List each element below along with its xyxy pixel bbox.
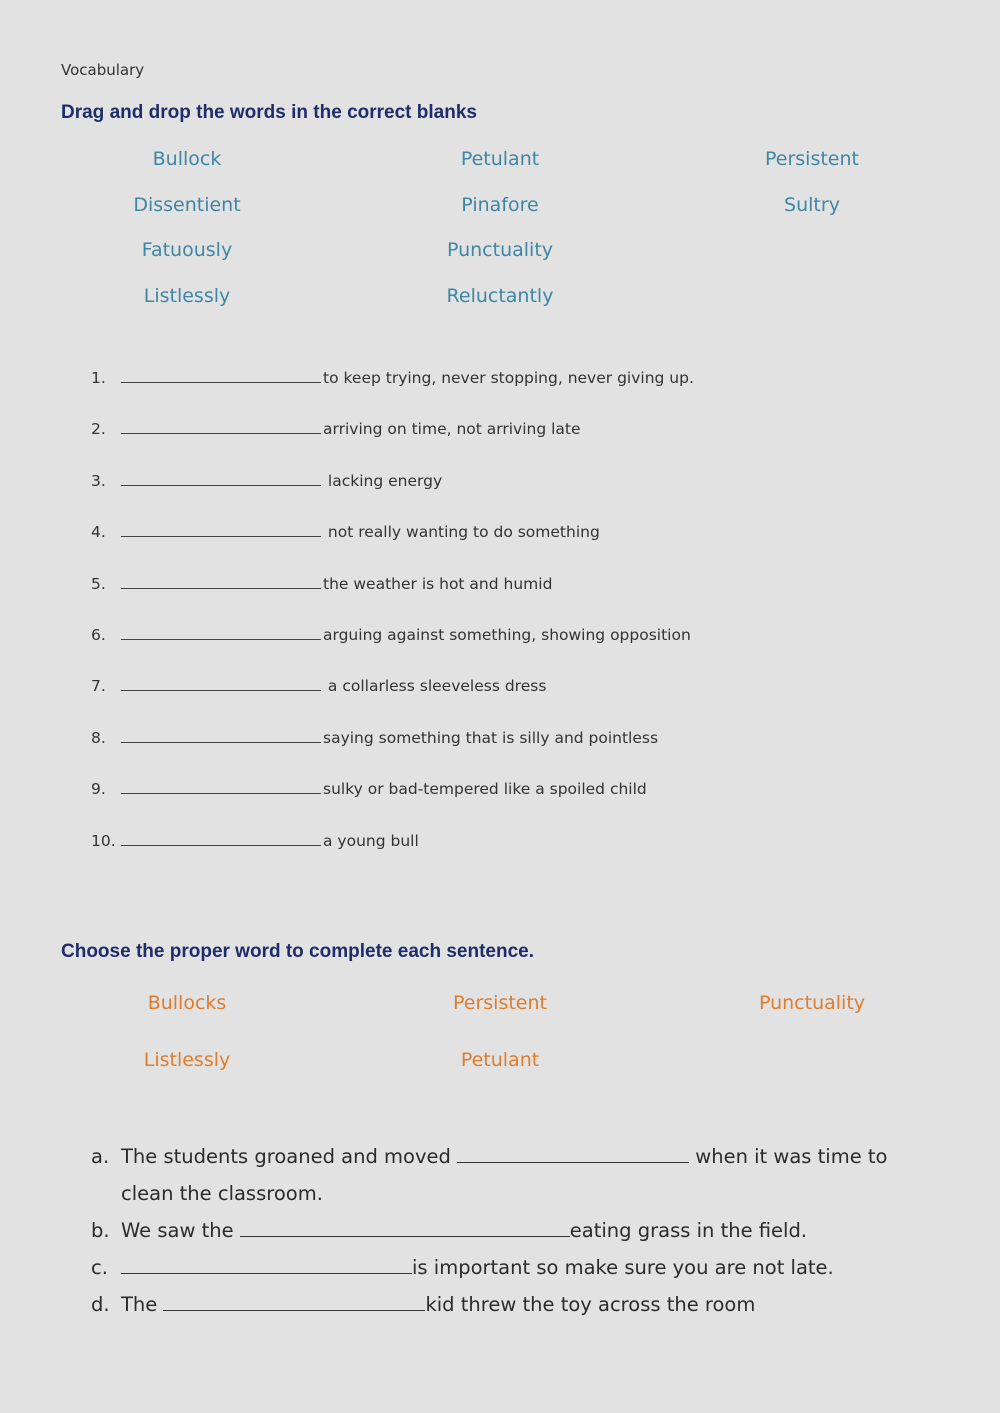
word-choice[interactable]: Petulant	[460, 1049, 540, 1071]
drop-blank[interactable]	[121, 432, 321, 434]
sentence-before: The	[121, 1293, 164, 1316]
definition-item	[91, 523, 600, 541]
item-definition: saying something that is silly and pointless	[323, 729, 659, 747]
definition-item	[91, 832, 419, 850]
item-definition: arguing against something, showing opposition	[323, 626, 691, 644]
sentence-after: when it was time to	[689, 1145, 888, 1168]
sentence-after: kid threw the toy across the room	[425, 1293, 756, 1316]
drop-blank[interactable]	[121, 741, 321, 743]
answer-blank[interactable]	[240, 1235, 570, 1237]
item-number: 3.	[91, 472, 106, 490]
item-definition: a young bull	[323, 832, 419, 850]
sentence-letter: a.	[91, 1145, 110, 1168]
sentence-item	[91, 1212, 911, 1249]
item-definition: lacking energy	[323, 472, 443, 490]
definition-item	[91, 472, 442, 490]
drop-blank[interactable]	[121, 844, 321, 846]
item-definition: arriving on time, not arriving late	[323, 420, 581, 438]
drop-blank[interactable]	[121, 535, 321, 537]
drop-blank[interactable]	[121, 587, 321, 589]
section2-heading: Choose the proper word to complete each sentence.	[61, 941, 534, 962]
page-label: Vocabulary	[61, 61, 145, 79]
drop-blank[interactable]	[121, 689, 321, 691]
word-bank-item[interactable]: Persistent	[765, 148, 859, 170]
sentence-item	[91, 1138, 911, 1212]
item-number: 8.	[91, 729, 106, 747]
item-number: 4.	[91, 523, 106, 541]
sentence-letter: b.	[91, 1219, 110, 1242]
item-definition: a collarless sleeveless dress	[323, 677, 547, 695]
definition-item	[91, 677, 546, 695]
item-number: 10.	[91, 832, 116, 850]
definition-item	[91, 626, 691, 644]
word-bank-item[interactable]: Fatuously	[141, 239, 233, 261]
drop-blank[interactable]	[121, 792, 321, 794]
definition-item	[91, 369, 694, 387]
drop-blank[interactable]	[121, 381, 321, 383]
word-choice[interactable]: Bullocks	[147, 992, 227, 1014]
section1-heading: Drag and drop the words in the correct blanks	[61, 102, 477, 123]
word-bank-item[interactable]: Pinafore	[461, 194, 539, 216]
drop-blank[interactable]	[121, 638, 321, 640]
sentence-after: is important so make sure you are not late.	[412, 1256, 834, 1279]
answer-blank[interactable]	[163, 1309, 425, 1311]
sentence-after: eating grass in the field.	[569, 1219, 808, 1242]
drop-blank[interactable]	[121, 484, 321, 486]
word-choice[interactable]: Punctuality	[758, 992, 866, 1014]
word-bank-item[interactable]: Sultry	[784, 194, 840, 216]
item-number: 6.	[91, 626, 106, 644]
definition-item	[91, 780, 647, 798]
answer-blank[interactable]	[121, 1272, 412, 1274]
sentence-item	[91, 1286, 911, 1323]
word-bank-item[interactable]: Reluctantly	[446, 285, 554, 307]
item-number: 5.	[91, 575, 106, 593]
item-definition: the weather is hot and humid	[323, 575, 553, 593]
word-bank-item[interactable]: Petulant	[460, 148, 540, 170]
item-number: 2.	[91, 420, 106, 438]
item-definition: not really wanting to do something	[323, 523, 600, 541]
answer-blank[interactable]	[457, 1161, 689, 1163]
word-choice[interactable]: Listlessly	[143, 1049, 231, 1071]
word-bank-item[interactable]: Listlessly	[143, 285, 231, 307]
word-bank-item[interactable]: Dissentient	[133, 194, 241, 216]
sentence-before: The students groaned and moved	[121, 1145, 458, 1168]
sentence-item	[91, 1249, 911, 1286]
sentence-continuation: clean the classroom.	[121, 1182, 323, 1205]
item-number: 1.	[91, 369, 106, 387]
sentence-letter: d.	[91, 1293, 110, 1316]
item-definition: sulky or bad-tempered like a spoiled child	[323, 780, 647, 798]
word-bank-item[interactable]: Bullock	[152, 148, 222, 170]
word-bank-item[interactable]: Punctuality	[446, 239, 554, 261]
word-choice[interactable]: Persistent	[453, 992, 547, 1014]
definition-item	[91, 420, 581, 438]
item-definition: to keep trying, never stopping, never giving up.	[323, 369, 694, 387]
definition-item	[91, 575, 552, 593]
item-number: 9.	[91, 780, 106, 798]
item-number: 7.	[91, 677, 106, 695]
sentence-letter: c.	[91, 1256, 108, 1279]
definition-item	[91, 729, 658, 747]
sentence-before: We saw the	[121, 1219, 240, 1242]
